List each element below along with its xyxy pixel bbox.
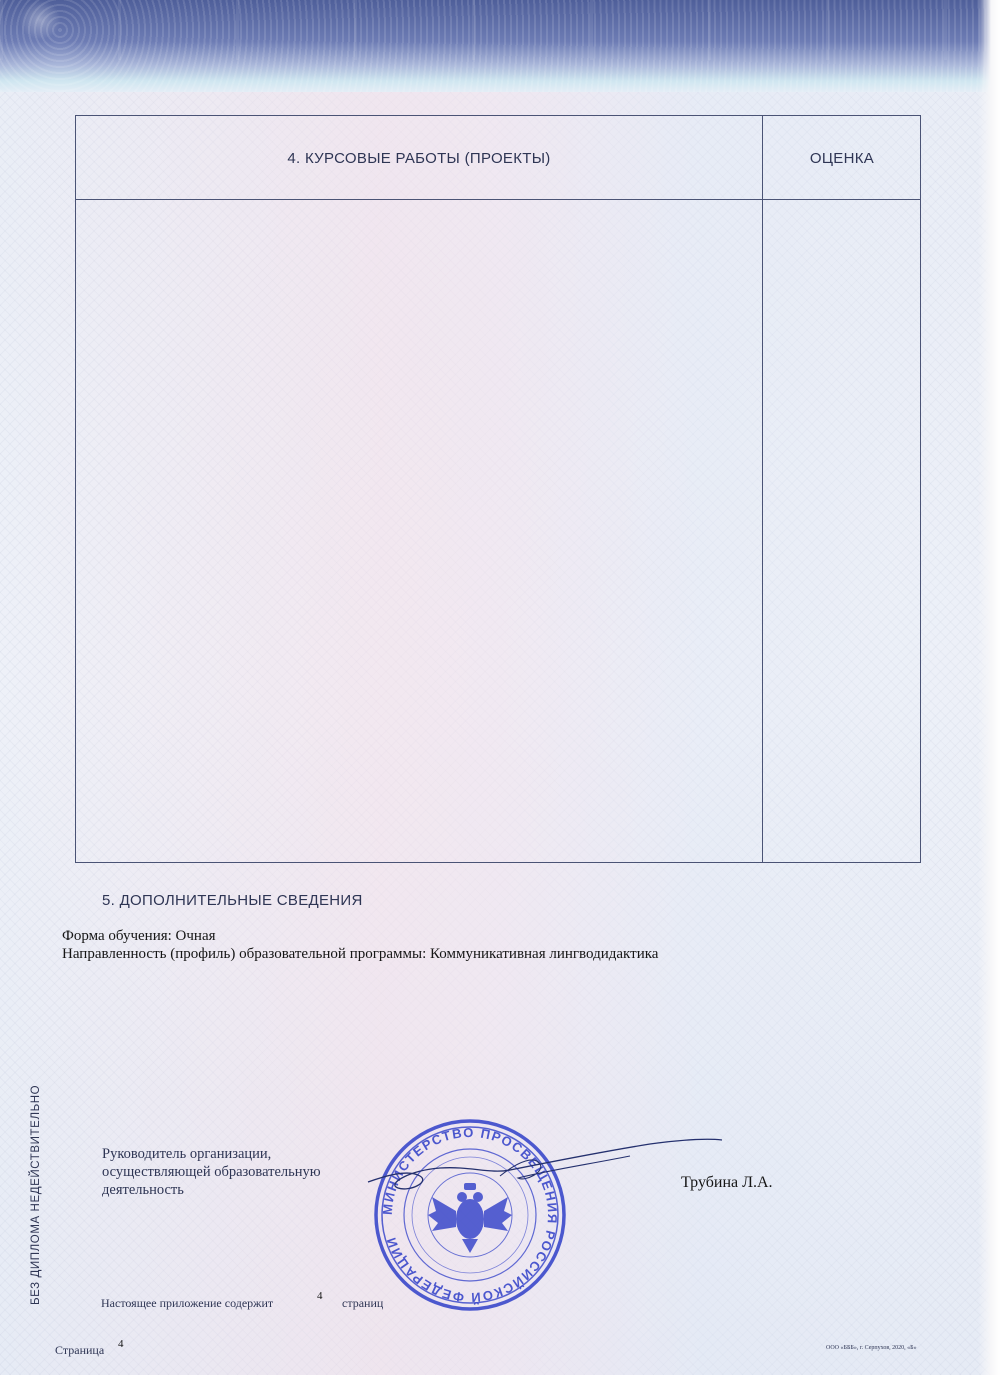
page-number: 4	[118, 1338, 124, 1350]
head-label-line-1: Руководитель организации,	[102, 1146, 272, 1162]
head-label-line-3: деятельность	[102, 1182, 184, 1198]
pages-word: страниц	[342, 1296, 384, 1310]
guilloche-top-band	[0, 0, 1000, 92]
column-divider	[762, 116, 763, 862]
svg-text:МИНИСТЕРСТВО ПРОСВЕЩЕНИЯ РОССИ: МИНИСТЕРСТВО ПРОСВЕЩЕНИЯ РОССИЙСКОЙ ФЕДЕРАЦИИ	[379, 1124, 561, 1306]
page-edge	[978, 0, 1000, 1375]
coursework-table	[75, 115, 921, 863]
head-of-organization-label	[102, 1145, 321, 1199]
validity-side-note: БЕЗ ДИПЛОМА НЕДЕЙСТВИТЕЛЬНО	[30, 1084, 42, 1305]
header-row-divider	[76, 199, 920, 200]
program-focus-line: Направленность (профиль) образовательной программы: Коммуникативная лингводидактика	[62, 946, 659, 962]
head-name: Трубина Л.А.	[681, 1174, 773, 1191]
pages-count: 4	[317, 1290, 323, 1302]
grade-column-header: ОЦЕНКА	[809, 150, 875, 167]
pages-note-text: Настоящее приложение содержит	[101, 1296, 274, 1310]
coursework-column-header: 4. КУРСОВЫЕ РАБОТЫ (ПРОЕКТЫ)	[287, 150, 551, 167]
study-form-line: Форма обучения: Очная	[62, 928, 216, 944]
printer-imprint: ООО «БББ», г. Серпухов, 2020, «Б»	[826, 1345, 917, 1351]
additional-info-title: 5. ДОПОЛНИТЕЛЬНЫЕ СВЕДЕНИЯ	[102, 892, 363, 909]
page-label: Страница	[55, 1343, 105, 1357]
handwritten-signature	[350, 1130, 730, 1210]
head-label-line-2: осуществляющей образовательную	[102, 1164, 321, 1180]
